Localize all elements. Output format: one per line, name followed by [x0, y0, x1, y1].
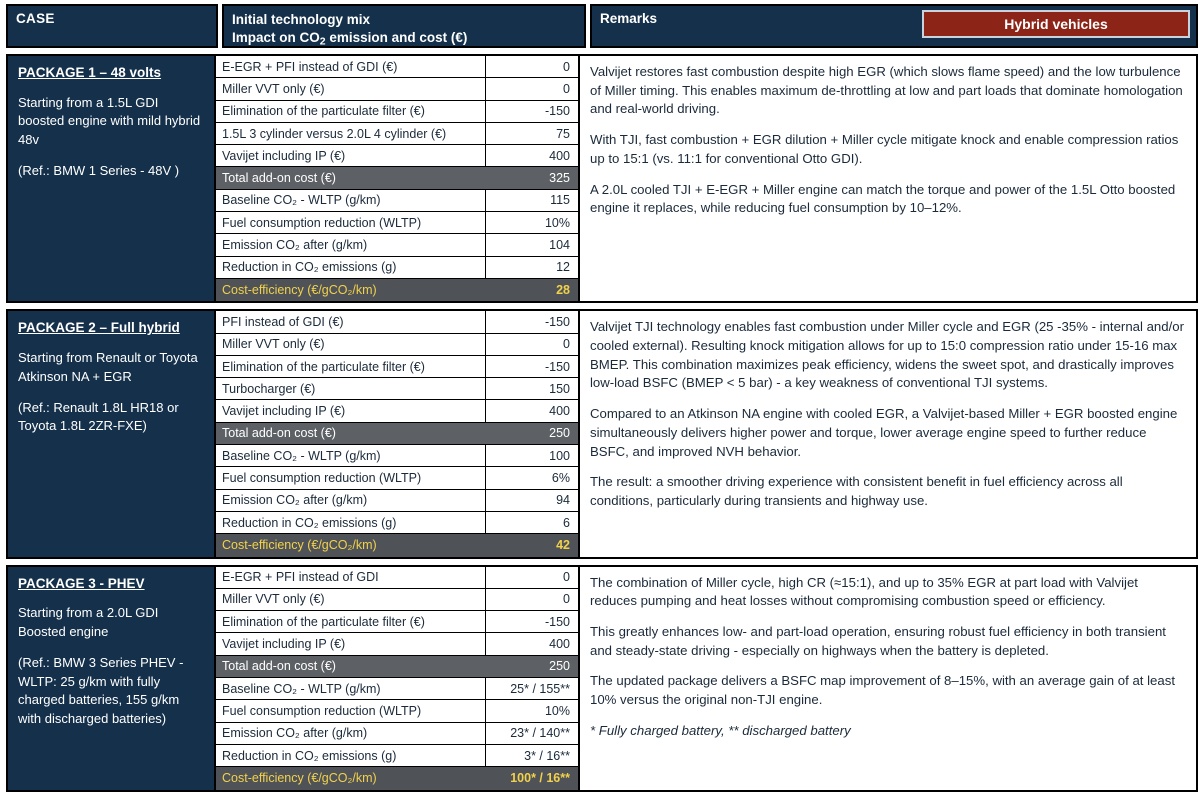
- row-value: 250: [549, 426, 570, 441]
- remark-paragraph: The combination of Miller cycle, high CR (≈15:1), and up to 35% EGR at part load with Valvijet reduces pumping and heat losses without compromising combustion speed or efficiency.: [590, 574, 1138, 609]
- row-label: Fuel consumption reduction (WLTP): [216, 467, 486, 488]
- package-subtitle: Starting from a 2.0L GDI Boosted engine: [18, 605, 159, 639]
- row-value: 42: [556, 538, 570, 553]
- table-header-row: [6, 4, 1198, 48]
- table-row: [216, 723, 578, 745]
- row-label: Vavijet including IP (€): [216, 400, 486, 421]
- table-row: [216, 334, 578, 356]
- row-value: 100* / 16**: [510, 771, 570, 786]
- row-value: 150: [549, 381, 570, 396]
- row-label: Fuel consumption reduction (WLTP): [216, 212, 486, 233]
- package-block: [6, 54, 1198, 303]
- table-row: [216, 378, 578, 400]
- header-mix-line2-post: emission and cost (€): [325, 30, 468, 46]
- header-remarks: [590, 4, 1198, 48]
- row-value: 400: [549, 637, 570, 652]
- remarks-cell: [580, 311, 1196, 556]
- remarks-footnote: * Fully charged battery, ** discharged battery: [590, 722, 851, 738]
- row-label: 1.5L 3 cylinder versus 2.0L 4 cylinder (€): [216, 123, 486, 144]
- remark-paragraph: Valvijet restores fast combustion despite high EGR (which slows flame speed) and the low turbulence of Miller timing. This enables maximum de-throttling at low and part loads that dominate homologation and real-world driving.: [590, 64, 1183, 117]
- remark-paragraph: This greatly enhances low- and part-load operation, ensuring robust fuel efficiency in both transient and steady-state driving - especially on highways when the battery is depleted.: [590, 624, 1166, 658]
- row-label: E-EGR + PFI instead of GDI: [216, 567, 486, 588]
- package-reference: (Ref.: BMW 1 Series - 48V ): [18, 163, 180, 179]
- row-label: Miller VVT only (€): [216, 589, 486, 610]
- remark-paragraph: A 2.0L cooled TJI + E-EGR + Miller engine can match the torque and power of the 1.5L Otto boosted engine it replaces, while reducing fuel consumption by 10–12%.: [590, 181, 1176, 216]
- row-label: Elimination of the particulate filter (€): [216, 611, 486, 632]
- row-label: Total add-on cost (€): [216, 656, 486, 677]
- package-block: [6, 565, 1198, 792]
- technology-mix-table: [216, 567, 580, 790]
- row-value: -150: [544, 359, 570, 374]
- package-reference: (Ref.: Renault 1.8L HR18 or Toyota 1.8L 2ZR-FXE): [18, 399, 179, 434]
- row-label: Vavijet including IP (€): [216, 633, 486, 654]
- hybrid-vehicles-badge-label: Hybrid vehicles: [1004, 16, 1108, 32]
- row-label: Cost-efficiency (€/gCO₂/km): [216, 279, 486, 301]
- row-label: Reduction in CO₂ emissions (g): [216, 257, 486, 278]
- row-value: 10%: [544, 215, 570, 230]
- row-value: 23* / 140**: [510, 726, 570, 741]
- table-row: [216, 678, 578, 700]
- row-label: PFI instead of GDI (€): [216, 311, 486, 332]
- package-title: PACKAGE 2 – Full hybrid: [18, 320, 180, 336]
- row-value: 12: [556, 260, 570, 275]
- row-label: Turbocharger (€): [216, 378, 486, 399]
- row-label: Reduction in CO₂ emissions (g): [216, 745, 486, 766]
- remark-paragraph: The result: a smoother driving experience with consistent benefit in fuel efficiency across all conditions, particularly during transients and highway use.: [590, 474, 1123, 509]
- row-value: 3* / 16**: [524, 748, 570, 763]
- row-label: Emission CO₂ after (g/km): [216, 490, 486, 511]
- table-row: [216, 567, 578, 589]
- header-mix-line2: [232, 29, 467, 49]
- row-label: Vavijet including IP (€): [216, 145, 486, 166]
- table-row: [216, 490, 578, 512]
- row-label: E-EGR + PFI instead of GDI (€): [216, 56, 486, 77]
- table-row: [216, 190, 578, 212]
- table-row: [216, 611, 578, 633]
- row-value: 75: [556, 126, 570, 141]
- header-remarks-label: Remarks: [600, 11, 658, 26]
- row-label: Cost-efficiency (€/gCO₂/km): [216, 534, 486, 556]
- row-value: 104: [549, 238, 570, 253]
- table-row: [216, 311, 578, 333]
- row-value: 0: [563, 81, 570, 96]
- row-value: 400: [549, 148, 570, 163]
- table-row: [216, 445, 578, 467]
- remark-paragraph: With TJI, fast combustion + EGR dilution + Miller cycle mitigate knock and enable compression ratios up to 15:1 (vs. 11:1 for conventional Otto GDI).: [590, 132, 1179, 166]
- row-value: 0: [563, 337, 570, 352]
- row-label: Cost-efficiency (€/gCO₂/km): [216, 767, 486, 789]
- row-label: Total add-on cost (€): [216, 167, 486, 188]
- row-value: -150: [544, 104, 570, 119]
- header-mix-line2-sub: 2: [319, 35, 326, 48]
- row-label: Baseline CO₂ - WLTP (g/km): [216, 445, 486, 466]
- row-value: 400: [549, 404, 570, 419]
- row-label: Elimination of the particulate filter (€): [216, 356, 486, 377]
- row-label: Miller VVT only (€): [216, 334, 486, 355]
- row-value: 325: [549, 171, 570, 186]
- table-row: [216, 767, 578, 789]
- row-value: 10%: [544, 703, 570, 718]
- package-subtitle: Starting from Renault or Toyota Atkinson NA + EGR: [18, 349, 198, 384]
- row-value: 6%: [551, 470, 570, 485]
- row-label: Baseline CO₂ - WLTP (g/km): [216, 678, 486, 699]
- row-label: Emission CO₂ after (g/km): [216, 723, 486, 744]
- row-value: 100: [549, 448, 570, 463]
- remarks-cell: [580, 567, 1196, 790]
- remarks-cell: [580, 56, 1196, 301]
- table-row: [216, 589, 578, 611]
- hybrid-vehicles-badge: [922, 10, 1190, 38]
- table-row: [216, 423, 578, 445]
- row-value: 28: [556, 283, 570, 298]
- row-value: 25* / 155**: [510, 681, 570, 696]
- table-row: [216, 167, 578, 189]
- header-case-label: CASE: [16, 11, 55, 26]
- row-value: -150: [544, 314, 570, 329]
- table-row: [216, 145, 578, 167]
- header-technology-mix: [222, 4, 586, 48]
- row-value: -150: [544, 614, 570, 629]
- header-case: [6, 4, 218, 48]
- technology-mix-table: [216, 311, 580, 556]
- table-row: [216, 279, 578, 301]
- table-row: [216, 700, 578, 722]
- table-row: [216, 78, 578, 100]
- table-row: [216, 633, 578, 655]
- package-case-cell: [8, 567, 216, 790]
- package-blocks: [4, 54, 1196, 792]
- row-value: 0: [563, 59, 570, 74]
- table-row: [216, 234, 578, 256]
- table-row: [216, 534, 578, 556]
- table-row: [216, 101, 578, 123]
- table-row: [216, 400, 578, 422]
- package-reference: (Ref.: BMW 3 Series PHEV - WLTP: 25 g/km with fully charged batteries, 155 g/km with discharged batteries): [18, 654, 184, 727]
- row-label: Fuel consumption reduction (WLTP): [216, 700, 486, 721]
- row-label: Baseline CO₂ - WLTP (g/km): [216, 190, 486, 211]
- table-row: [216, 512, 578, 534]
- row-label: Reduction in CO₂ emissions (g): [216, 512, 486, 533]
- package-title: PACKAGE 1 – 48 volts: [18, 65, 162, 80]
- table-row: [216, 123, 578, 145]
- remark-paragraph: Compared to an Atkinson NA engine with cooled EGR, a Valvijet-based Miller + EGR boosted engine simultaneously delivers higher power and torque, lower average engine speed to further reduce BSFC, and improved NVH behavior.: [590, 406, 1178, 459]
- row-value: 250: [549, 659, 570, 674]
- package-case-cell: [8, 56, 216, 301]
- row-value: 0: [563, 570, 570, 585]
- row-value: 115: [550, 193, 570, 208]
- package-case-cell: [8, 311, 216, 556]
- table-row: [216, 56, 578, 78]
- table-row: [216, 467, 578, 489]
- row-label: Miller VVT only (€): [216, 78, 486, 99]
- row-value: 94: [556, 493, 570, 508]
- row-value: 0: [563, 592, 570, 607]
- package-title: PACKAGE 3 - PHEV: [18, 575, 145, 591]
- package-block: [6, 309, 1198, 558]
- technology-mix-table: [216, 56, 580, 301]
- row-label: Total add-on cost (€): [216, 423, 486, 444]
- row-label: Emission CO₂ after (g/km): [216, 234, 486, 255]
- table-row: [216, 656, 578, 678]
- remark-paragraph: Valvijet TJI technology enables fast combustion under Miller cycle and EGR (25 -35% - internal and/or cooled external). Resulting knock mitigation allows for up to 15:0 compression ratio under 15-16 max BMEP. This combination maximizes peak efficiency, widens the sweet spot, and drastically improves low-load BSFC (BMEP < 5 bar) - a key weakness of conventional TJI systems.: [590, 319, 1184, 391]
- table-row: [216, 212, 578, 234]
- header-mix-line2-pre: Impact on CO: [232, 30, 320, 46]
- package-subtitle: Starting from a 1.5L GDI boosted engine with mild hybrid 48v: [18, 94, 201, 148]
- row-label: Elimination of the particulate filter (€): [216, 101, 486, 122]
- header-mix-line1: Initial technology mix: [232, 12, 371, 27]
- row-value: 6: [563, 515, 570, 530]
- table-row: [216, 257, 578, 279]
- table-row: [216, 356, 578, 378]
- remark-paragraph: The updated package delivers a BSFC map improvement of 8–15%, with an average gain of at least 10% versus the original non-TJI engine.: [590, 673, 1175, 708]
